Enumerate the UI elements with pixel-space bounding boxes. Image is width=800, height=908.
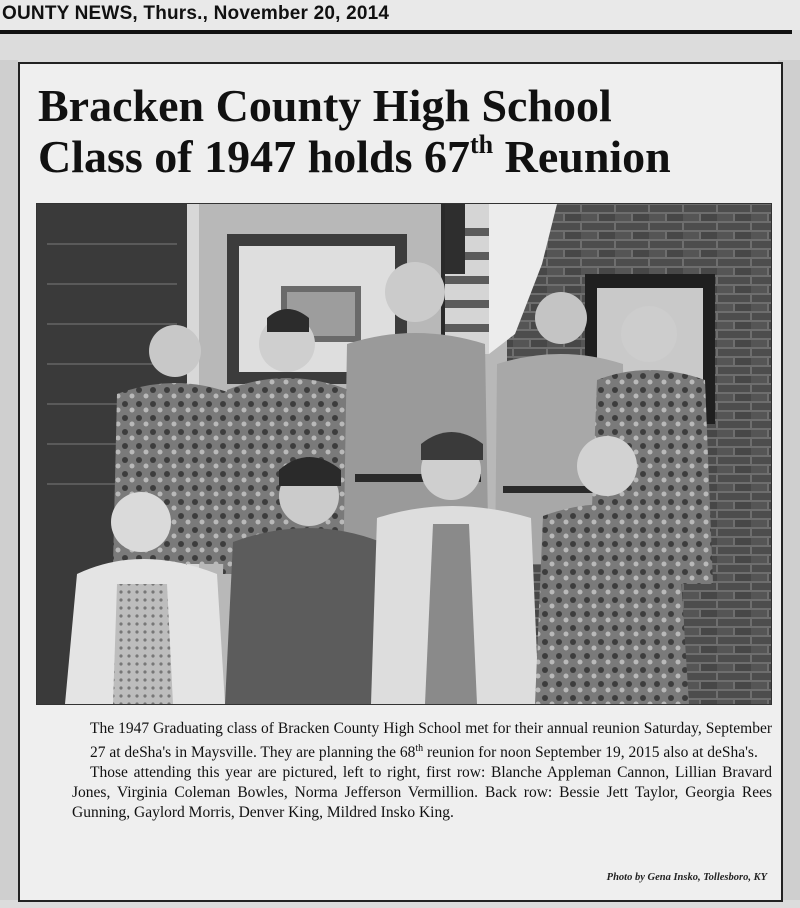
headline-line-2-suffix: Reunion xyxy=(493,131,671,182)
headline-superscript: th xyxy=(469,130,494,159)
caption-p1-part-a: The 1947 Graduating class of Bracken County High School met for their annual reunion Saturday, September 27 at deSha's in Maysville. They are planning the 68 xyxy=(90,720,772,762)
caption-p1-superscript: th xyxy=(415,743,424,754)
headline-line-1: Bracken County High School xyxy=(38,80,612,131)
photo-credit: Photo by Gena Insko, Tollesboro, KY xyxy=(606,872,767,883)
headline-line-2-prefix: Class of 1947 holds 67 xyxy=(38,131,470,182)
caption-paragraph-2: Those attending this year are pictured, left to right, first row: Blanche Appleman Cannon, Lillian Bravard Jones, Virginia Coleman Bowles, Norma Jefferson Vermillion. Back row: Bessie Jett Taylor, Georgia Rees Gunning, Gaylord Morris, Denver King, Mildred Insko King. xyxy=(72,764,772,822)
caption-paragraph-1 xyxy=(72,719,772,763)
masthead-text: OUNTY NEWS, Thurs., November 20, 2014 xyxy=(2,3,390,24)
masthead-rule xyxy=(0,30,792,34)
adjacent-column-bleed-left xyxy=(0,60,18,900)
photo-caption xyxy=(72,719,772,823)
reunion-group-photo xyxy=(36,203,772,705)
newspaper-masthead xyxy=(0,0,800,30)
headline-line-2 xyxy=(38,131,768,182)
caption-p1-part-b: reunion for noon September 19, 2015 also at deSha's. xyxy=(423,744,758,762)
headline xyxy=(38,80,768,182)
article-box xyxy=(18,62,783,902)
